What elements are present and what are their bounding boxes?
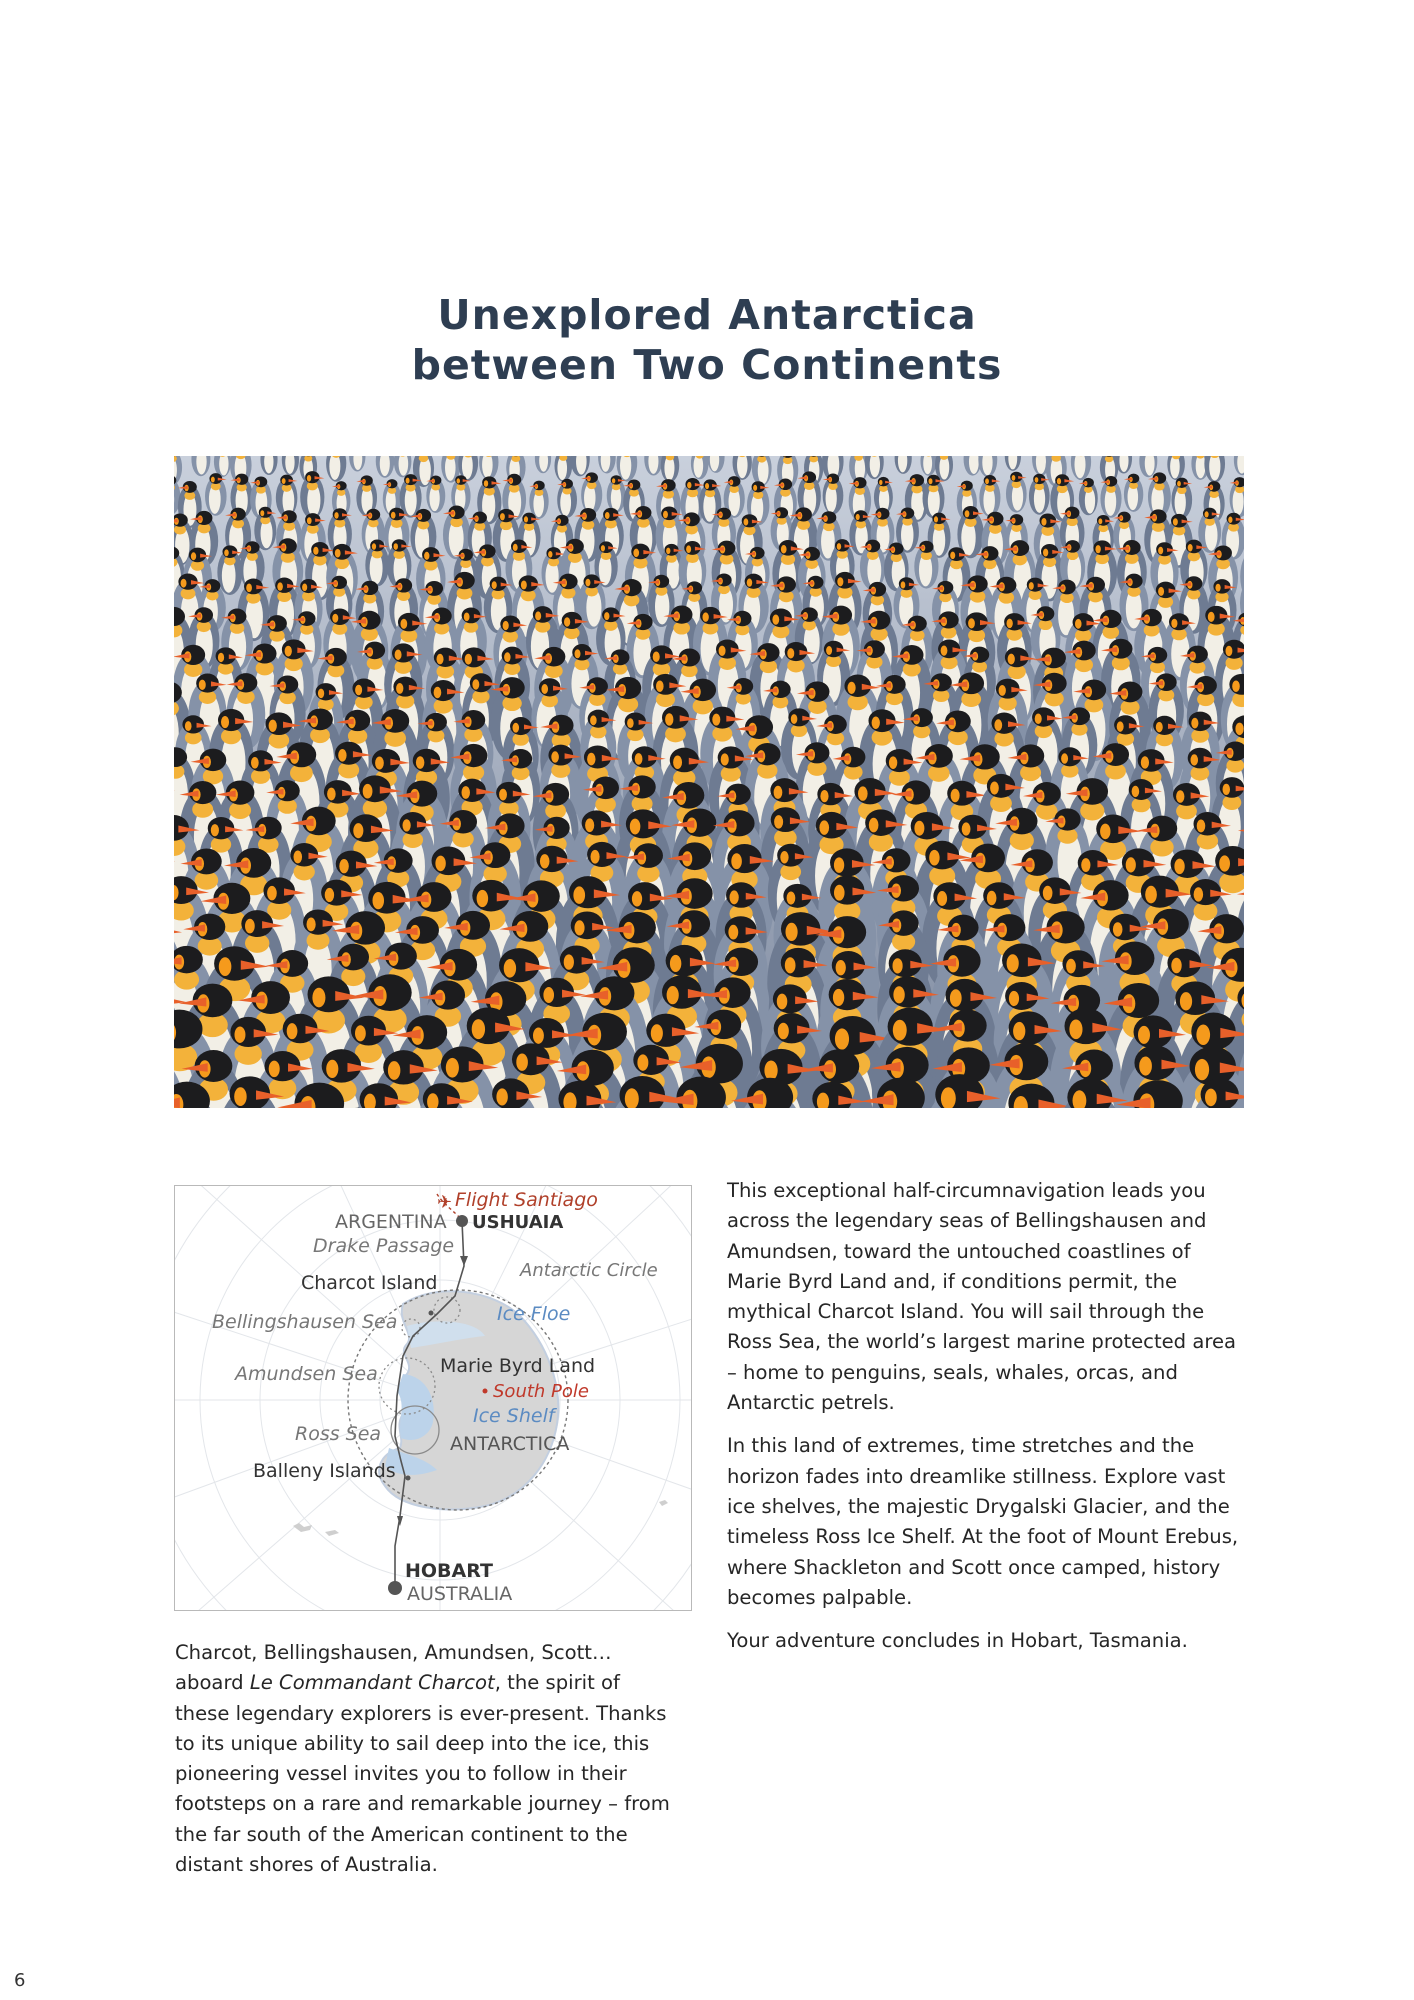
map-label-ross-sea: Ross Sea [295, 1423, 382, 1445]
map-label-flight: Flight Santiago [455, 1189, 598, 1211]
page-title [0, 290, 1414, 390]
small-island-icon [325, 1530, 339, 1536]
hobart-port-dot [388, 1581, 402, 1595]
small-island-icon [293, 1523, 312, 1532]
map-label-antarctic-circle: Antarctic Circle [520, 1260, 658, 1281]
map-label-ice-floe: Ice Floe [497, 1303, 571, 1325]
map-label-hobart: HOBART [405, 1560, 493, 1582]
map-label-argentina: ARGENTINA [335, 1211, 447, 1233]
balleny-islands-dot [406, 1476, 411, 1481]
route-map [174, 1185, 692, 1611]
map-label-amundsen: Amundsen Sea [235, 1363, 378, 1385]
map-label-antarctica: ANTARCTICA [450, 1433, 570, 1455]
map-label-drake: Drake Passage [313, 1235, 455, 1257]
map-label-bellingshausen: Bellingshausen Sea [212, 1311, 398, 1333]
penguin-colony-photo [174, 456, 1244, 1108]
right-paragraph-3: Your adventure concludes in Hobart, Tasmania. [727, 1629, 1188, 1653]
page-title-line1: Unexplored Antarctica [437, 291, 977, 339]
plane-icon: ✈ [437, 1192, 453, 1213]
ship-name: Le Commandant Charcot [249, 1671, 495, 1695]
map-label-south-pole: South Pole [493, 1381, 589, 1402]
charcot-island-dot [429, 1311, 434, 1316]
map-label-charcot: Charcot Island [301, 1272, 438, 1294]
map-label-ushuaia: USHUAIA [472, 1212, 564, 1233]
right-paragraph-1: This exceptional half-circumnavigation leads you across the legendary seas of Bellingshausen and Amundsen, toward the untouched coastlines of Marie Byrd Land and, if conditions permit, the mythical Charcot Island. You will sail through the Ross Sea, the world’s largest marine protected area – home to penguins, seals, whales, orcas, and Antarctic petrels. [727, 1179, 1237, 1415]
intro-part1: Charcot, Bellingshausen, Amundsen, Scott… aboard [175, 1641, 612, 1695]
right-paragraph-2: In this land of extremes, time stretches and the horizon fades into dreamlike stillness. Explore vast ice shelves, the majestic Drygalski Glacier, and the timeless Ross Ice Shelf. At the foot of Mount Erebus, where Shackleton and Scott once camped, history becomes palpable. [727, 1434, 1239, 1609]
page-title-line2: between Two Continents [411, 341, 1003, 389]
right-text-column [727, 1176, 1247, 1669]
map-label-balleny: Balleny Islands [253, 1460, 396, 1482]
intro-part2: , the spirit of these legendary explorers is ever-present. Thanks to its unique ability to sail deep into the ice, this pioneering vessel invites you to follow in their footsteps on a rare and remarkable journey – from the far south of the American continent to the distant shores of Australia. [175, 1671, 670, 1877]
penguin-colony-image [174, 456, 1244, 1108]
map-label-ice-shelf: Ice Shelf [473, 1405, 555, 1427]
route-arrow-1 [460, 1256, 468, 1266]
map-label-marie-byrd: Marie Byrd Land [440, 1355, 596, 1377]
small-island-icon [659, 1500, 668, 1506]
map-label-australia: AUSTRALIA [407, 1583, 513, 1605]
intro-paragraph [175, 1638, 670, 1880]
route-map-svg [175, 1186, 691, 1610]
page-number: 6 [14, 1970, 26, 1991]
south-pole-dot [483, 1389, 488, 1394]
ushuaia-port-dot [456, 1215, 468, 1227]
